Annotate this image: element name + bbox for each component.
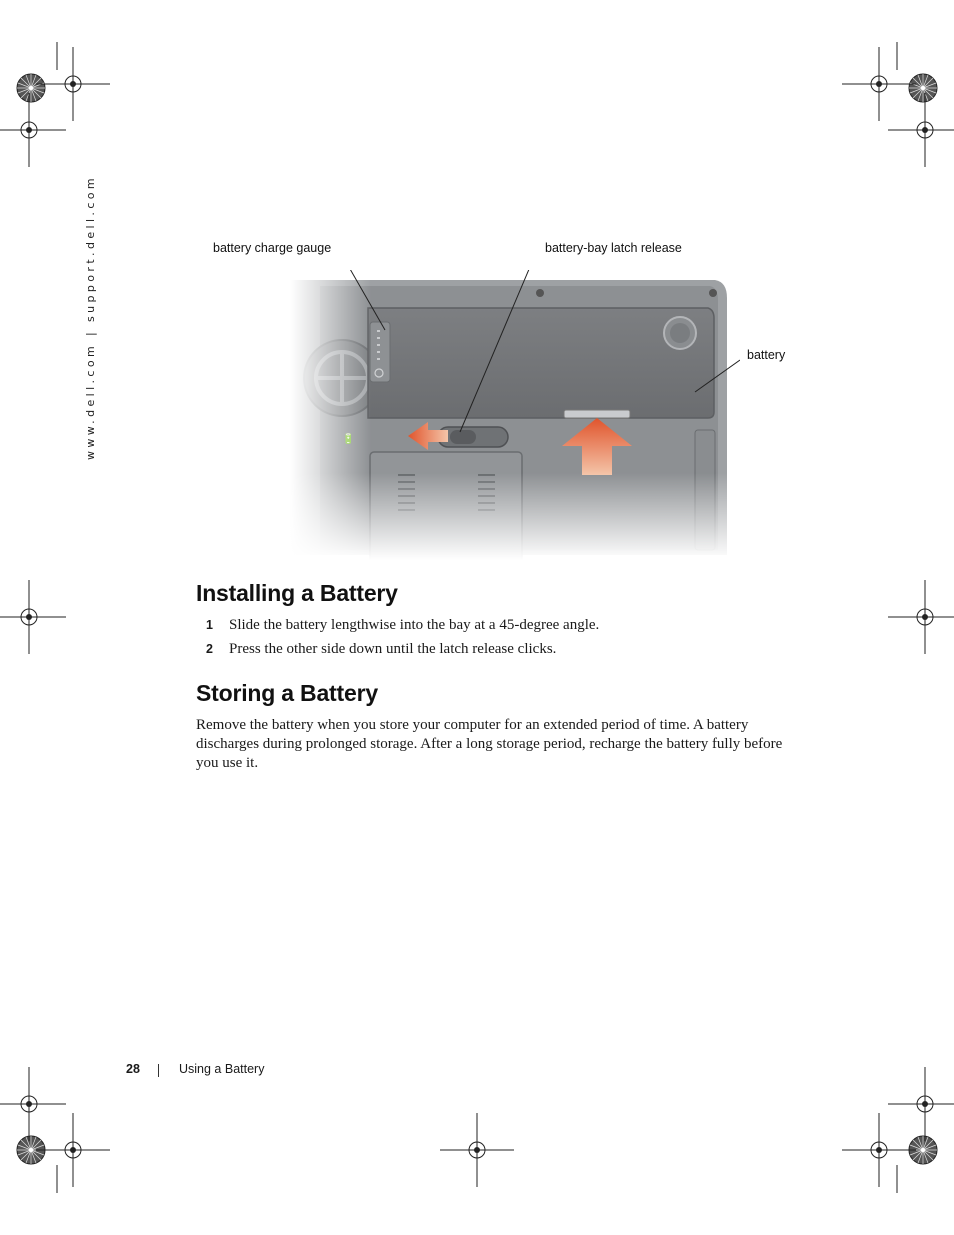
registration-star-icon [909, 74, 937, 102]
page-number: 28 [126, 1062, 140, 1076]
footer-divider [158, 1064, 159, 1077]
crosshair-icon [0, 93, 66, 167]
crosshair-icon [0, 580, 66, 654]
registration-star-icon [17, 74, 45, 102]
crosshair-icon [440, 1113, 514, 1187]
step-text: Slide the battery lengthwise into the bay at a 45-degree angle. [229, 617, 600, 633]
crosshair-icon [888, 93, 954, 167]
step-number: 1 [206, 618, 213, 632]
battery-figure [290, 270, 740, 560]
crosshair-icon [888, 1067, 954, 1141]
crosshair-icon [842, 1113, 916, 1187]
heading-storing-battery: Storing a Battery [196, 680, 378, 706]
callout-battery: battery [747, 348, 786, 362]
callout-latch-release: battery-bay latch release [545, 241, 682, 255]
crosshair-icon [36, 1113, 110, 1187]
crosshair-icon [842, 47, 916, 121]
crosshair-icon [36, 47, 110, 121]
callout-charge-gauge: battery charge gauge [213, 241, 332, 255]
step-text: Press the other side down until the latch release clicks. [229, 641, 557, 657]
step-number: 2 [206, 642, 213, 656]
chapter-title: Using a Battery [179, 1062, 265, 1076]
storing-paragraph: Remove the battery when you store your computer for an extended period of time. A battery discharges during prolonged storage. After a long storage period, recharge the battery fully before you use it. [196, 717, 783, 771]
sidebar-url: www.dell.com | support.dell.com [84, 174, 97, 460]
crosshair-icon [888, 580, 954, 654]
crosshair-icon [0, 1067, 66, 1141]
heading-installing-battery: Installing a Battery [196, 580, 398, 606]
